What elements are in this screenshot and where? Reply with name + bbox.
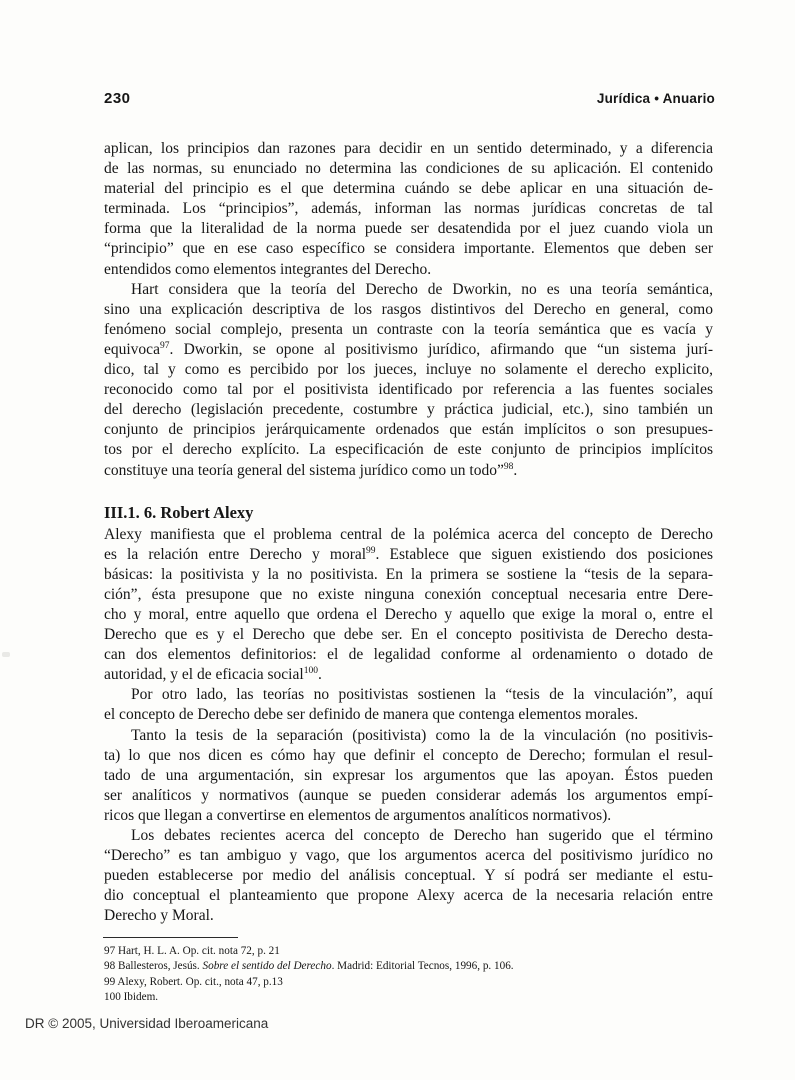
page-number: 230 [104,90,131,107]
body-text-line [104,300,713,320]
footnote-separator-rule [103,937,238,938]
text-segment: tado de una argumentación, sin expresar los argumentos que las apoyan. Éstos pueden [104,766,713,784]
text-segment: . Dworkin, se opone al positivismo jurídico, afirmando que “un sistema jurí- [169,340,713,358]
body-text-line [104,360,713,380]
body-text-line [104,219,713,239]
body-text-line [104,645,713,665]
text-segment: material del principio es el que determina cuándo se debe aplicar en una situación de- [104,180,713,198]
body-text-line [104,380,713,400]
section-heading: III.1. 6. Robert Alexy [104,502,254,522]
body-text-line [104,746,713,766]
body-text-line [104,906,713,926]
body-text-line [104,705,713,725]
body-text-line [104,565,713,585]
text-segment: Derecho que es y el Derecho que debe ser. En el concepto positivista de Derecho desta- [104,626,713,644]
body-text-line [104,239,713,259]
text-segment: Sobre el sentido del Derecho [202,960,332,973]
body-text-line [104,806,713,826]
journal-title: Jurídica • Anuario [596,91,715,106]
text-segment: 97 Hart, H. L. A. Op. cit. nota 72, p. 21 [104,945,280,957]
footnote-line [104,990,713,1005]
body-text-line [104,886,713,906]
body-text-line [104,766,713,786]
body-text-line [104,826,713,846]
body-text-line [104,260,713,280]
body-text-line [104,320,713,340]
text-segment: forma que la literalidad de la norma puede ser desatendida por el juez cuando viola un [104,220,713,238]
body-text-line [104,440,713,460]
text-segment: 99 Alexy, Robert. Op. cit., nota 47, p.13 [104,975,283,988]
body-text-line [104,420,713,440]
text-segment: entendidos como elementos integrantes del Derecho. [104,260,432,278]
text-segment: autoridad, y el de eficacia social [104,666,304,684]
text-segment: can dos elementos definitorios: el de legalidad conforme al ordenamiento o dotado de [104,646,713,664]
footnote-line [104,944,713,959]
text-segment: . Establece que siguen existiendo dos posiciones [375,545,713,563]
footnotes-list [104,944,713,1005]
body-text [104,139,713,926]
text-segment: cho y moral, entre aquello que ordena el Derecho y aquello que exige la moral o, entre el [104,605,713,623]
footnote-line [104,975,713,990]
body-text-line [104,139,713,159]
text-segment: de las normas, su enunciado no determina las condiciones de su aplicación. El contenido [104,160,713,178]
body-part2 [104,525,713,927]
text-segment: básicas: la positivista y la no positivista. En la primera se sostiene la “tesis de la separa- [104,565,713,583]
body-text-line [104,605,713,625]
body-text-line [104,461,713,481]
text-segment: Los debates recientes acerca del concepto de Derecho han sugerido que el término [131,827,713,844]
text-segment: del derecho (legislación precedente, costumbre y práctica judicial, etc.), sino también un [104,401,713,419]
footnote-reference: 98 [503,461,514,472]
text-segment: Por otro lado, las teorías no positivistas sostienen la “tesis de la vinculación”, aquí [131,686,713,704]
body-text-line [104,685,713,705]
copyright-notice: DR © 2005, Universidad Iberoamericana [25,1016,269,1031]
text-segment: Alexy manifiesta que el problema central de la polémica acerca del concepto de Derecho [104,525,713,543]
text-segment: 100 Ibidem. [104,990,159,1003]
body-text-line [104,866,713,886]
text-segment: dio conceptual el planteamiento que propone Alexy acerca de la necesaria relación entre [104,887,713,905]
footnote-reference: 99 [366,545,376,556]
text-segment: . [317,666,322,684]
text-segment: equivoca [104,340,160,358]
body-part1 [104,139,713,481]
body-text-line [104,625,713,645]
text-segment: terminada. Los “principios”, además, informan las normas jurídicas concretas de tal [104,200,713,218]
text-segment: el concepto de Derecho debe ser definido de manera que contenga elementos morales. [104,706,639,724]
text-segment: pueden establecerse por medio del análisis conceptual. Y sí podrá ser mediante el estu- [104,867,713,885]
text-segment: tos por el derecho explícito. La especificación de este conjunto de principios implícitos [104,441,713,459]
text-segment: sino una explicación descriptiva de los rasgos distintivos del Derecho en general, como [104,300,713,318]
body-text-line [104,340,713,360]
footnote-line [104,959,713,974]
text-segment: es la relación entre Derecho y moral [104,545,367,563]
body-text-line [104,846,713,866]
body-text-line [104,159,713,179]
text-segment: . Madrid: Editorial Tecnos, 1996, p. 106. [331,960,514,973]
text-segment: “principio” que en ese caso específico se considera importante. Elementos que deben ser [104,240,713,258]
text-segment: ta) lo que nos dicen es cómo hay que definir el concepto de Derecho; formulan el resul- [104,746,713,764]
body-text-line [104,179,713,199]
page-header [104,90,715,107]
text-segment: Tanto la tesis de la separación (positivista) como la de la vinculación (no positivis- [131,726,713,744]
text-segment: ción”, ésta presupone que no existe ninguna conexión conceptual necesaria entre Dere- [104,585,713,603]
text-segment: 98 Ballesteros, Jesús. [104,960,203,973]
text-segment: Derecho y Moral. [104,907,214,925]
text-segment: conjunto de principios jerárquicamente ordenados que están implícitos o son presupues- [104,421,713,439]
text-segment: constituye una teoría general del sistema jurídico como un todo” [104,461,504,479]
text-segment: “Derecho” es tan ambiguo y vago, que los argumentos acerca del positivismo jurídico no [104,847,713,865]
text-segment: reconocido como tal por el positivista identificado por referencia a las fuentes sociales [104,381,713,399]
text-segment: ricos que llegan a convertirse en elementos de argumentos analíticos normativos). [104,806,612,824]
body-text-line [104,199,713,219]
text-segment: . [513,461,518,479]
body-text-line [104,280,713,300]
text-segment: aplican, los principios dan razones para decidir en un sentido determinado, y a diferencia [104,140,713,157]
scan-artifact-mark [2,652,10,657]
body-text-line [104,665,713,685]
text-segment: ser analíticos y normativos (aunque se pueden considerar además los argumentos empí- [104,786,713,804]
text-segment: dico, tal y como es percibido por los jueces, incluye no solamente el derecho explicito, [104,361,713,379]
body-text-line [104,545,713,565]
body-text-line [104,525,713,545]
body-text-line [104,400,713,420]
body-text-line [104,786,713,806]
text-segment: fenómeno social complejo, presenta un contraste con la teoría semántica que es vacía y [104,320,713,338]
body-text-line [104,726,713,746]
footnote-reference: 97 [159,340,170,351]
footnote-reference: 100 [303,666,318,677]
text-segment: Hart considera que la teoría del Derecho de Dworkin, no es una teoría semántica, [131,280,713,298]
body-text-line [104,585,713,605]
